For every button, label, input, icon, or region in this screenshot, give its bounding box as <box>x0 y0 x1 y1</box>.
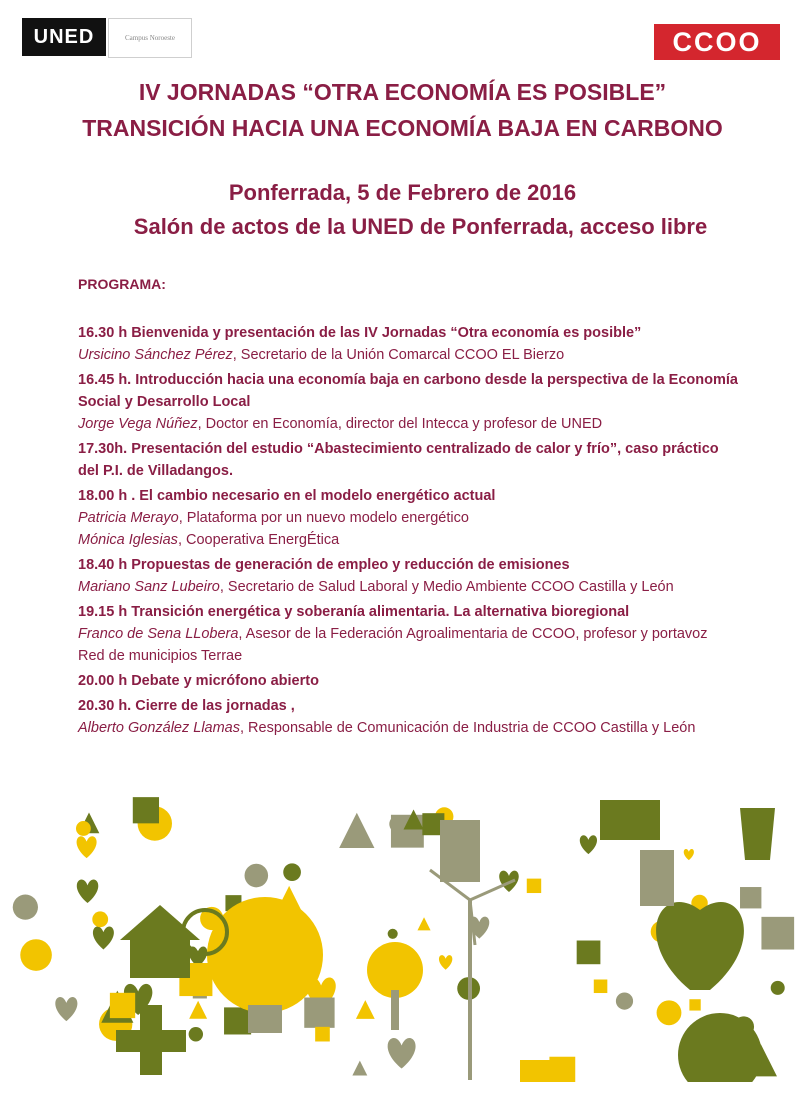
uned-logo: UNED <box>22 18 106 56</box>
speaker-name: Alberto González Llamas <box>78 720 240 736</box>
speaker-name: Jorge Vega Núñez <box>78 416 198 432</box>
eco-circle-icon <box>245 864 269 888</box>
agenda-item-heading: 18.00 h . El cambio necesario en el modelo energético actual <box>78 488 496 504</box>
eco-circle-icon <box>771 981 785 995</box>
eco-square-icon <box>527 879 541 893</box>
speaker-role: , Secretario de la Unión Comarcal CCOO EL Bierzo <box>232 347 565 363</box>
recycle-bin-icon <box>600 800 660 840</box>
speaker-role: , Doctor en Economía, director del Intecca y profesor de UNED <box>197 416 603 432</box>
house-roof-icon <box>120 905 200 940</box>
speaker-role: , Asesor de la Federación Agroalimentaria de CCOO, profesor y portavoz Red de municipios Terrae <box>78 626 708 664</box>
speaker-role: , Cooperativa EnergÉtica <box>177 532 340 548</box>
speaker-role: , Plataforma por un nuevo modelo energético <box>178 510 469 526</box>
eco-circle-icon <box>189 1027 203 1041</box>
eco-tree-icon <box>339 813 374 848</box>
eco-square-icon <box>304 997 334 1027</box>
speaker-name: Patricia Merayo <box>78 510 179 526</box>
eco-tree-icon <box>352 1061 367 1076</box>
eco-square-icon <box>133 797 159 823</box>
eco-circle-icon <box>616 993 633 1010</box>
eco-heart-icon <box>77 836 97 858</box>
eco-tree-icon <box>189 1001 207 1019</box>
speaker-role: , Responsable de Comunicación de Industria de CCOO Castilla y León <box>240 720 696 736</box>
agenda-speaker <box>78 623 738 667</box>
eco-square-icon <box>761 917 794 950</box>
eco-square-icon <box>549 1057 575 1083</box>
event-subtitle: TRANSICIÓN HACIA UNA ECONOMÍA BAJA EN CARBONO <box>82 115 723 141</box>
eco-square-icon <box>577 941 601 965</box>
speaker-name: Franco de Sena LLobera <box>78 626 239 642</box>
agenda-speaker <box>78 576 738 598</box>
agenda-item <box>78 369 738 438</box>
agenda-item-heading: 20.00 h Debate y micrófono abierto <box>78 673 319 689</box>
eco-heart-icon <box>684 849 694 860</box>
eco-tree-icon <box>417 917 430 930</box>
speaker-name: Ursicino Sánchez Pérez <box>78 347 233 363</box>
agenda-speaker <box>78 507 738 529</box>
eco-heart-icon <box>388 1038 416 1069</box>
eco-illustration <box>0 700 805 1100</box>
agenda-item <box>78 485 738 554</box>
programa-label: PROGRAMA: <box>78 276 166 292</box>
agenda-item <box>78 554 738 601</box>
eco-heart-icon <box>439 955 452 970</box>
eco-circle-icon <box>657 1000 682 1025</box>
ccoo-logo: CCOO <box>654 24 780 60</box>
event-title: IV JORNADAS “OTRA ECONOMÍA ES POSIBLE” <box>138 79 667 105</box>
agenda-item <box>78 438 738 485</box>
event-date-place: Ponferrada, 5 de Febrero de 2016 <box>228 180 577 205</box>
tree-icon <box>367 942 423 998</box>
recycle-bag-icon <box>740 808 775 860</box>
agenda-item <box>78 670 738 695</box>
eco-square-icon <box>689 999 700 1010</box>
speaker-name: Mariano Sanz Lubeiro <box>78 579 220 595</box>
agenda-item-heading: 16.45 h. Introducción hacia una economía baja en carbono desde la perspectiva de la Economía Social y Desarrollo Local <box>78 372 738 410</box>
agenda-list <box>78 322 738 742</box>
eco-heart-icon <box>55 997 77 1021</box>
eco-circle-icon <box>283 863 301 881</box>
eco-circle-icon <box>76 821 91 836</box>
eco-circle-icon <box>389 815 406 832</box>
agenda-item <box>78 601 738 670</box>
agenda-item-heading: 18.40 h Propuestas de generación de empleo y reducción de emisiones <box>78 557 570 573</box>
eco-heart-icon <box>93 926 114 949</box>
eco-square-icon <box>315 1027 330 1042</box>
eco-circle-icon <box>388 929 398 939</box>
lightbulb-icon <box>207 897 323 1013</box>
eco-heart-icon <box>77 880 98 903</box>
event-venue: Salón de actos de la UNED de Ponferrada, acceso libre <box>133 214 708 239</box>
uned-campus-logo: Campus Noroeste <box>108 18 192 58</box>
eco-square-icon <box>224 1007 251 1034</box>
speaker-role: , Secretario de Salud Laboral y Medio Ambiente CCOO Castilla y León <box>219 579 674 595</box>
eco-circle-icon <box>20 939 52 971</box>
agenda-speaker <box>78 344 738 366</box>
eco-square-icon <box>594 979 608 993</box>
eco-circle-icon <box>13 895 38 920</box>
eco-square-icon <box>110 993 135 1018</box>
speaker-name: Mónica Iglesias <box>78 532 178 548</box>
trash-bin-icon <box>640 850 674 906</box>
cross-icon <box>116 1030 186 1052</box>
agenda-speaker <box>78 413 738 435</box>
agenda-item-heading: 19.15 h Transición energética y soberanía alimentaria. La alternativa bioregional <box>78 604 630 620</box>
heart-icon <box>656 902 744 990</box>
eco-square-icon <box>740 887 761 908</box>
agenda-item-heading: 20.30 h. Cierre de las jornadas , <box>78 698 295 714</box>
agenda-item-heading: 16.30 h Bienvenida y presentación de las IV Jornadas “Otra economía es posible” <box>78 325 642 341</box>
trash-bin-icon <box>440 820 480 882</box>
lightbulb-base-icon <box>248 1005 282 1033</box>
agenda-speaker <box>78 529 738 551</box>
eco-tree-icon <box>356 1000 375 1019</box>
agenda-item-heading: 17.30h. Presentación del estudio “Abastecimiento centralizado de calor y frío”, caso práctico del P.I. de Villadangos. <box>78 441 719 479</box>
tree-trunk-icon <box>391 990 399 1030</box>
house-icon <box>130 940 190 978</box>
eco-heart-icon <box>580 835 597 854</box>
agenda-item <box>78 322 738 369</box>
bottom-margin <box>0 1082 805 1100</box>
eco-circle-icon <box>92 911 108 927</box>
